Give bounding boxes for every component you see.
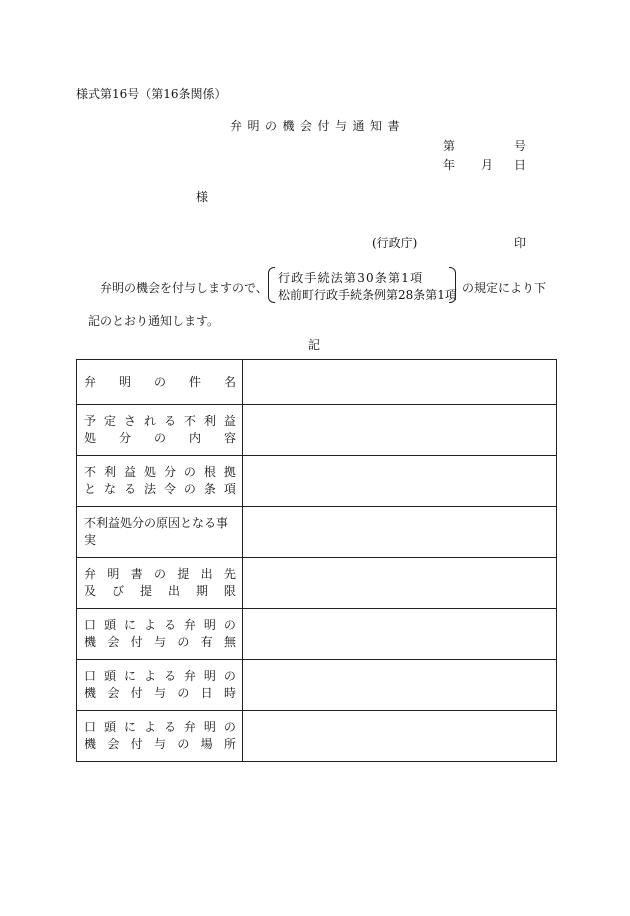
table-row xyxy=(77,507,557,558)
left-brace xyxy=(268,267,275,303)
number-suffix: 号 xyxy=(514,139,527,153)
body-text-pre: 弁明の機会を付与しますので、 xyxy=(100,281,268,295)
table-row xyxy=(77,360,557,405)
table-row xyxy=(77,405,557,456)
table-row xyxy=(77,660,557,711)
item-label-cell xyxy=(77,405,243,456)
item-label-line: 口 頭 に よ る 弁 明 の xyxy=(84,669,236,683)
item-label-line: 不 利 益 処 分 の 根 拠 xyxy=(84,465,236,479)
item-value-cell[interactable] xyxy=(243,507,557,558)
date-month-label: 月 xyxy=(481,158,494,172)
table-row xyxy=(77,609,557,660)
date-day-label: 日 xyxy=(514,158,527,172)
item-label-cell xyxy=(77,507,243,558)
addressee-suffix: 様 xyxy=(196,190,209,204)
table-row xyxy=(77,558,557,609)
table-row xyxy=(77,711,557,762)
item-value-cell[interactable] xyxy=(243,660,557,711)
form-number: 様式第16号（第16条関係） xyxy=(76,87,227,101)
seal-label: 印 xyxy=(514,236,527,250)
notice-items-table xyxy=(76,359,557,762)
item-value-cell[interactable] xyxy=(243,711,557,762)
item-label-line: 機 会 付 与 の 有 無 xyxy=(84,635,236,649)
date-year-label: 年 xyxy=(443,158,456,172)
item-label-line: 不利益処分の原因となる事実 xyxy=(84,516,229,547)
item-label-cell xyxy=(77,660,243,711)
body-text-post: の規定により下 xyxy=(462,281,547,295)
item-value-cell[interactable] xyxy=(243,360,557,405)
item-label-cell xyxy=(77,360,243,405)
item-label-line: 予 定 さ れ る 不 利 益 xyxy=(84,414,236,428)
item-label-line: 弁 明 の 件 名 xyxy=(84,374,236,389)
law-option-1: 行政手続法第30条第1項 xyxy=(278,271,424,285)
item-label-line: と な る 法 令 の 条 項 xyxy=(84,482,236,496)
item-label-line: 弁 明 書 の 提 出 先 xyxy=(84,567,236,581)
item-label-line: 機 会 付 与 の 場 所 xyxy=(84,737,236,751)
ki-heading: 記 xyxy=(308,338,321,352)
law-option-2: 松前町行政手続条例第28条第1項 xyxy=(278,288,457,302)
item-value-cell[interactable] xyxy=(243,609,557,660)
table-row xyxy=(77,456,557,507)
item-label-line: 機 会 付 与 の 日 時 xyxy=(84,686,236,700)
agency-label: (行政庁) xyxy=(372,236,418,250)
item-label-line: 及 び 提 出 期 限 xyxy=(84,584,236,598)
right-brace xyxy=(449,267,456,303)
item-label-cell xyxy=(77,558,243,609)
item-value-cell[interactable] xyxy=(243,558,557,609)
document-title: 弁明の機会付与通知書 xyxy=(230,119,406,133)
item-value-cell[interactable] xyxy=(243,456,557,507)
item-label-cell xyxy=(77,711,243,762)
item-label-line: 処 分 の 内 容 xyxy=(84,431,236,445)
item-label-cell xyxy=(77,609,243,660)
number-prefix: 第 xyxy=(443,139,456,153)
item-label-line: 口 頭 に よ る 弁 明 の xyxy=(84,618,236,632)
body-text-line2: 記のとおり通知します。 xyxy=(88,314,220,328)
item-value-cell[interactable] xyxy=(243,405,557,456)
item-label-cell xyxy=(77,456,243,507)
item-label-line: 口 頭 に よ る 弁 明 の xyxy=(84,720,236,734)
